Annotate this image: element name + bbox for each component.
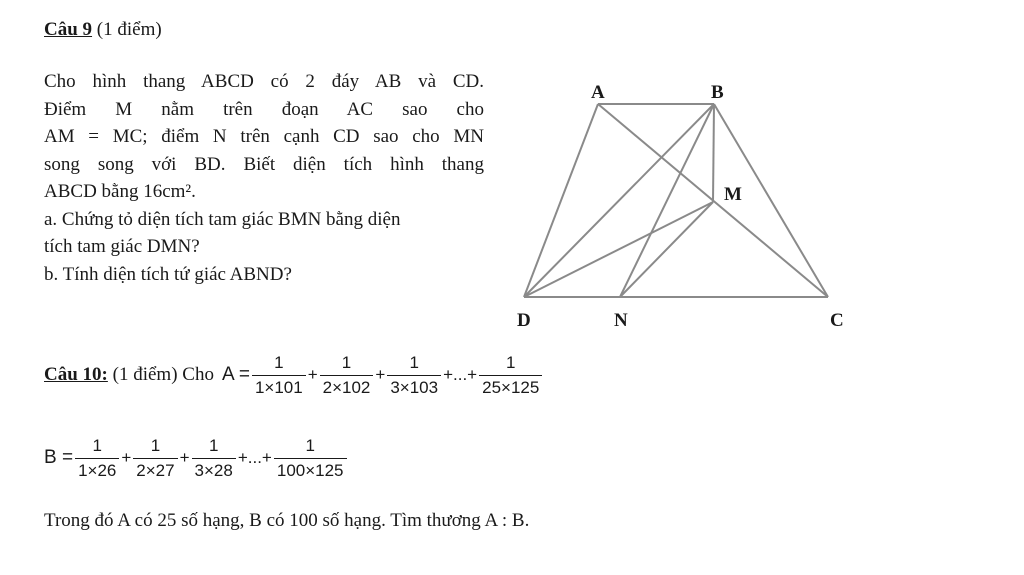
b-fraction: $\frac{1}{1\times 26}$ [75,436,119,481]
b-fraction: $\frac{1}{100\times 125}$ [274,436,347,481]
label-d: D [517,310,531,331]
q9-line: Điểm M nằm trên đoạn AC sao cho [44,98,484,120]
q10-points: (1 điểm) Cho [107,364,214,385]
label-b: B [711,82,724,103]
label-m: M [724,184,742,205]
q9-line: ABCD bằng 16cm². [44,181,196,202]
b-fraction: $\frac{1}{2\times 27}$ [133,436,177,481]
label-n: N [614,310,628,331]
segment-bn [620,104,714,297]
q10-conclusion: Trong đó A có 25 số hạng, B có 100 số hạng. Tìm thương A : B. [44,510,530,531]
label-c: C [830,310,844,331]
ellipsis: +...+ [237,448,272,467]
q9-points: (1 điểm) [92,19,162,40]
a-fraction: $\frac{1}{3\times 103}$ [387,353,441,398]
plus-sign: + [179,448,190,467]
b-fraction: $\frac{1}{3\times 28}$ [192,436,236,481]
q9-line: a. Chứng tỏ diện tích tam giác BMN bằng diện [44,208,401,230]
trapezoid-figure [500,70,860,340]
a-fraction: $\frac{1}{1\times 101}$ [252,353,306,398]
q9-line: Cho hình thang ABCD có 2 đáy AB và CD. [44,71,484,92]
a-fraction: $\frac{1}{2\times 102}$ [320,353,374,398]
q9-line: AM = MC; điểm N trên cạnh CD sao cho MN [44,126,484,147]
q9-heading [44,19,162,41]
segment-bm [713,104,714,202]
q10-title: Câu 10: [44,364,108,385]
segment-ad [524,104,598,297]
segment-bd [524,104,714,297]
q10-a-line [44,344,544,406]
q9-line: b. Tính diện tích tứ giác ABND? [44,263,292,285]
plus-sign: + [121,448,132,467]
plus-sign: + [375,365,386,384]
q10-b-line [44,427,349,489]
segment-mn [620,202,713,297]
b-lhs: B = [44,447,74,468]
segment-dm [524,202,713,297]
q9-title: Câu 9 [44,19,93,40]
ellipsis: +...+ [443,365,478,384]
q9-line: song song với BD. Biết diện tích hình thang [44,153,484,175]
a-fraction: $\frac{1}{25\times 125}$ [479,353,542,398]
q9-line: tích tam giác DMN? [44,236,200,257]
q9-problem-text [44,68,484,288]
label-a: A [591,82,605,103]
plus-sign: + [307,365,318,384]
a-lhs: A = [221,364,250,385]
